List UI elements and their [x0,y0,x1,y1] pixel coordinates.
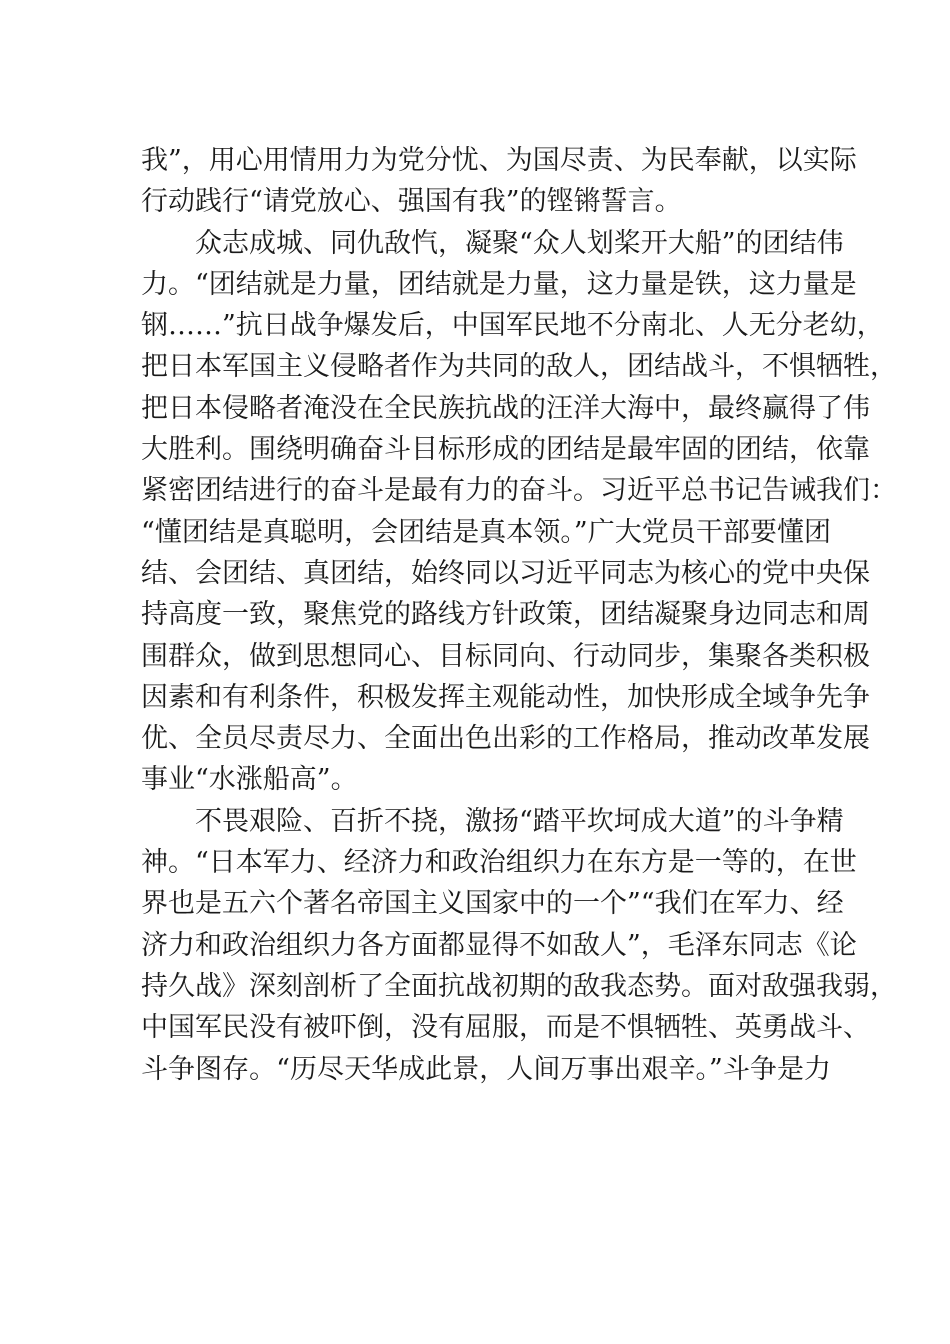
text-line: 持高度一致，聚焦党的路线方针政策，团结凝聚身边同志和周 [141,599,870,631]
text-line: 力。“团结就是力量，团结就是力量，这力量是铁，这力量是 [141,268,857,300]
text-line: 围群众，做到思想同心、目标同向、行动同步，集聚各类积极 [141,640,870,672]
text-line: 行动践行“请党放心、强国有我”的铿锵誓言。 [141,186,682,218]
text-line: 把日本侵略者淹没在全民族抗战的汪洋大海中，最终赢得了伟 [141,392,870,424]
text-line: 结、会团结、真团结，始终同以习近平同志为核心的党中央保 [141,557,870,589]
text-line: 大胜利。围绕明确奋斗目标形成的团结是最牢固的团结，依靠 [141,434,870,466]
text-line: 持久战》深刻剖析了全面抗战初期的敌我态势。面对敌强我弱， [141,970,897,1002]
text-line: 把日本军国主义侵略者作为共同的敌人，团结战斗，不惧牺牲， [141,351,897,383]
text-line: 紧密团结进行的奋斗是最有力的奋斗。习近平总书记告诫我们： [141,475,897,507]
text-line: 钢……”抗日战争爆发后，中国军民地不分南北、人无分老幼， [141,310,884,342]
text-line: 优、全员尽责尽力、全面出色出彩的工作格局，推动改革发展 [141,723,870,755]
text-line: 中国军民没有被吓倒，没有屈服，而是不惧牺牲、英勇战斗、 [141,1012,870,1044]
text-line: “懂团结是真聪明，会团结是真本领。”广大党员干部要懂团 [141,516,831,548]
text-line: 事业“水涨船高”。 [141,764,358,796]
text-line: 界也是五六个著名帝国主义国家中的一个”“我们在军力、经 [141,888,844,920]
paragraph-first-line: 众志成城、同仇敌忾，凝聚“众人划桨开大船”的团结伟 [195,227,844,259]
text-line: 我”，用心用情用力为党分忧、为国尽责、为民奉献，以实际 [141,145,857,176]
text-line: 神。“日本军力、经济力和政治组织力在东方是一等的，在世 [141,847,857,879]
body-text [141,140,897,1090]
paragraph-first-line: 不畏艰险、百折不挠，激扬“踏平坎坷成大道”的斗争精 [195,805,844,837]
text-line: 因素和有利条件，积极发挥主观能动性，加快形成全域争先争 [141,681,870,713]
text-line: 斗争图存。“历尽天华成此景，人间万事出艰辛。”斗争是力 [141,1053,831,1085]
text-line: 济力和政治组织力各方面都显得不如敌人”，毛泽东同志《论 [141,929,857,961]
